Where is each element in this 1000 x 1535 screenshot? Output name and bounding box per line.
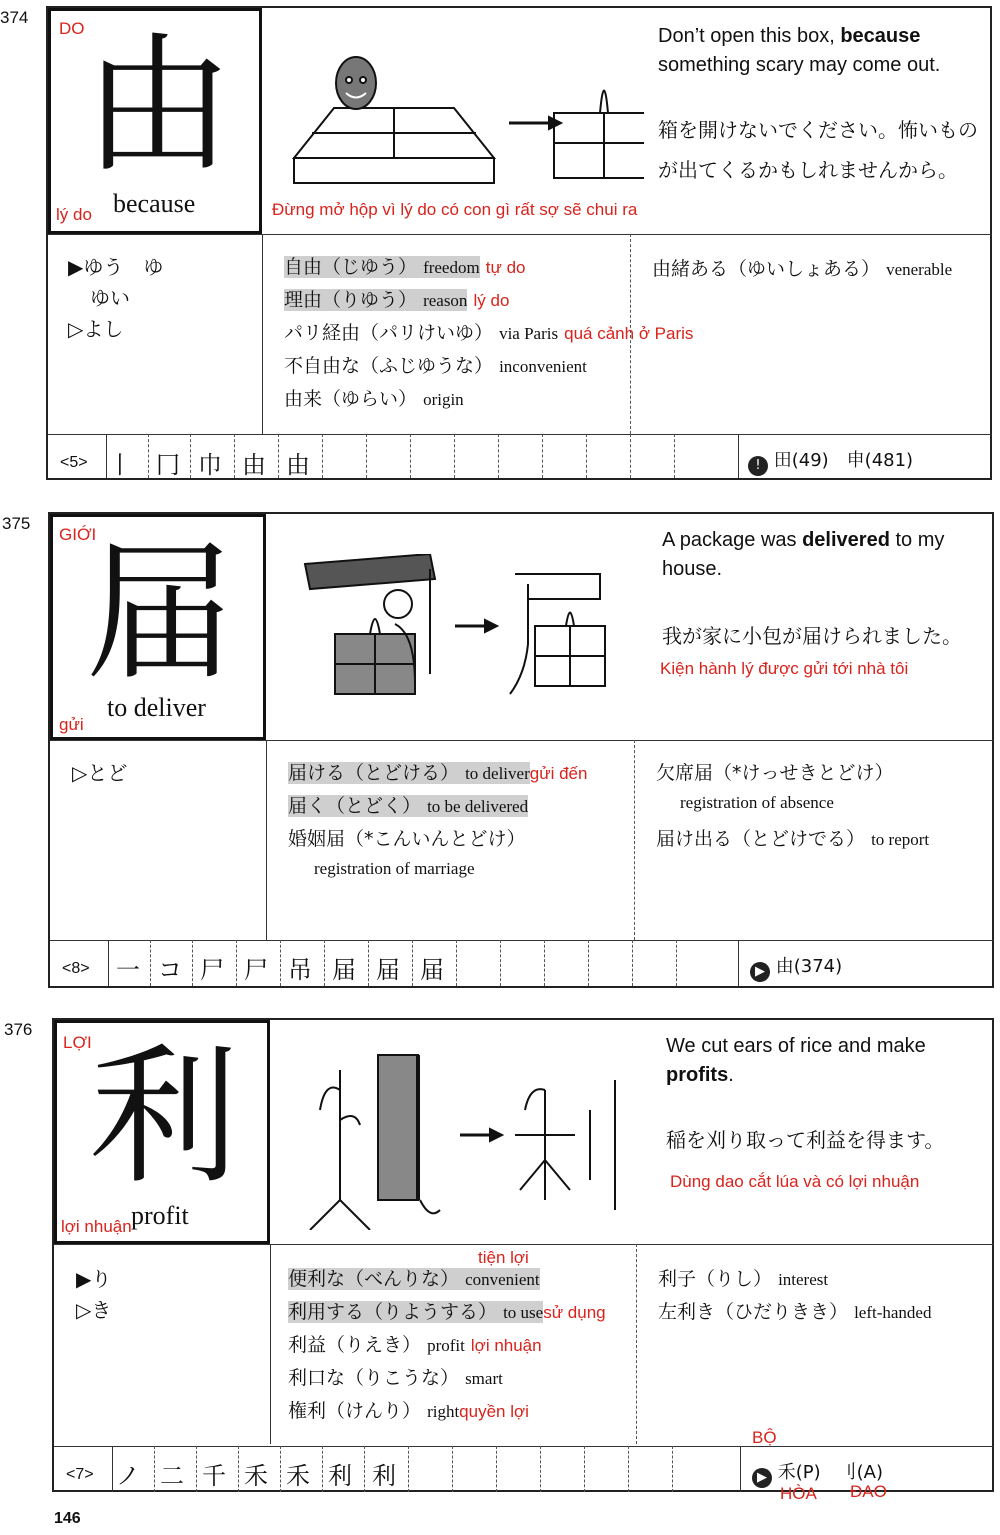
stroke-step: 吊: [288, 956, 312, 984]
vocab-right-item: [652, 254, 952, 281]
vocab-gloss: left-handed: [854, 1303, 932, 1322]
story-en-part-1: We cut ears of rice and make: [666, 1035, 926, 1057]
vocab-gloss: profit: [427, 1336, 465, 1355]
kanji-card-374: [46, 6, 992, 480]
vocab-gloss: to use: [503, 1303, 544, 1322]
entry-number: 376: [4, 1020, 33, 1039]
stroke-step: 届: [376, 956, 400, 984]
vocab-word: 由緒ある（ゆいしょある）: [652, 258, 881, 280]
vocab-word: 左利き（ひだりきき）: [658, 1301, 849, 1323]
story-vietnamese: Kiện hành lý được gửi tới nhà tôi: [660, 659, 909, 678]
vocab-word: 利口な（りこうな）: [288, 1367, 460, 1389]
vocab-gloss: registration of absence: [680, 793, 834, 812]
kanji-meaning: to deliver: [107, 693, 206, 722]
vn-meaning: gửi: [59, 715, 84, 734]
story-english: [662, 526, 982, 584]
readings: [76, 1264, 111, 1326]
vocab-gloss: registration of marriage: [314, 859, 475, 878]
story-en-part-2: .: [728, 1064, 734, 1086]
vocab-gloss: reason: [423, 291, 468, 310]
vocab-item: [284, 351, 693, 384]
reading-onyomi-2: ゆい: [90, 286, 130, 310]
vocab-item: [284, 285, 693, 318]
vocab-vn: gửi đến: [529, 764, 588, 783]
vocab-list: [284, 252, 693, 417]
vocab-gloss: to report: [871, 830, 930, 849]
vocab-gloss: venerable: [886, 260, 953, 279]
vocab-word: 便利な（べんりな）: [288, 1268, 460, 1290]
mnemonic-illustration: [300, 554, 630, 724]
stroke-step: 禾: [286, 1462, 310, 1490]
stroke-step: 由: [242, 451, 266, 479]
story-vietnamese: Dùng dao cắt lúa và có lợi nhuận: [670, 1172, 920, 1191]
story-en-part-1: A package was: [662, 529, 803, 551]
vocab-gloss: to be delivered: [427, 797, 529, 816]
mnemonic-illustration: [300, 1050, 630, 1230]
stroke-step: 巾: [198, 451, 222, 479]
story-en-part-2: something scary may come out.: [658, 54, 941, 76]
kanji-card-375: [48, 512, 994, 988]
vocab-vn: tự do: [485, 258, 526, 277]
vocab-item: [656, 824, 929, 857]
kanji-box: [50, 514, 266, 740]
stroke-step: 二: [160, 1462, 184, 1490]
kanji-meaning: because: [113, 189, 196, 218]
story-english: [666, 1032, 966, 1090]
stroke-step: コ: [158, 956, 182, 984]
stroke-step: 利: [328, 1462, 352, 1490]
vocab-item: [284, 252, 693, 285]
vocab-word: パリ経由（パリけいゆ）: [284, 322, 494, 344]
story-en-part-1: Don’t open this box,: [658, 25, 841, 47]
related-kanji-list: 由(374): [775, 956, 843, 977]
readings: [72, 758, 127, 789]
kanji-character: 由: [83, 19, 234, 193]
stroke-count: <8>: [62, 960, 90, 977]
related-kanji-list: 田(49) 申(481): [773, 450, 914, 471]
stroke-count: <7>: [66, 1466, 94, 1483]
vocab-gloss: interest: [778, 1270, 829, 1289]
vocab-word: 届け出る（とどけでる）: [656, 828, 866, 850]
vocab-item: [284, 318, 693, 351]
vn-meaning: lý do: [56, 205, 92, 224]
vocab-vn: lý do: [473, 291, 510, 310]
stroke-step: ノ: [116, 1462, 140, 1490]
reading-onyomi: ▶り: [76, 1267, 112, 1291]
kanji-card-376: [52, 1018, 994, 1492]
vocab-word: 欠席届（*けっせきとどけ）: [656, 762, 894, 784]
kanji-meaning: profit: [131, 1201, 189, 1230]
kanji-character: 届: [85, 527, 236, 701]
related-kanji-list: 禾(P) 刂(A): [777, 1462, 883, 1483]
vocab-vn-floating: tiện lợi: [478, 1248, 529, 1267]
stroke-step: 尸: [244, 956, 268, 984]
stroke-step: 一: [116, 956, 140, 984]
stroke-step: 丨: [108, 451, 132, 479]
stroke-step: 届: [332, 956, 356, 984]
vocab-item: [288, 758, 587, 791]
radical-note-bo: BỘ: [752, 1428, 777, 1447]
kanji-box: [48, 8, 262, 234]
vocab-word: 利子（りし）: [658, 1268, 773, 1290]
vocab-gloss: to deliver: [465, 764, 530, 783]
mnemonic-illustration: [284, 38, 644, 208]
vn-label: LỢI: [63, 1033, 92, 1052]
entry-number: 374: [0, 8, 29, 27]
vocab-gloss: smart: [465, 1369, 503, 1388]
vn-label: DO: [59, 19, 85, 38]
vocab-item: [288, 1297, 606, 1330]
stroke-step: 千: [202, 1462, 226, 1490]
radical-note-dao: ĐAO: [850, 1482, 887, 1501]
reading-kunyomi: ▷よし: [68, 317, 124, 341]
readings: [68, 252, 163, 345]
vn-label: GIỚI: [59, 525, 97, 544]
vocab-item: [658, 1264, 931, 1297]
kanji-box: [54, 1020, 270, 1244]
vocab-word: 利益（りえき）: [288, 1334, 422, 1356]
kanji-character: 利: [89, 1031, 240, 1205]
vocab-gloss: convenient: [465, 1270, 540, 1289]
vocab-item: [284, 384, 693, 417]
story-japanese: 稲を刈り取って利益を得ます。: [666, 1128, 945, 1152]
vocab-vn: sử dụng: [543, 1303, 606, 1322]
vocab-list: [288, 758, 587, 890]
vn-meaning: lợi nhuận: [61, 1217, 132, 1236]
story-en-keyword: profits: [666, 1064, 729, 1086]
reading-kunyomi: ▷とど: [72, 761, 128, 785]
vocab-word: 由来（ゆらい）: [284, 388, 418, 410]
story-japanese: 我が家に小包が届けられました。: [662, 624, 962, 648]
stroke-step: 冂: [156, 451, 180, 479]
vocab-gloss: inconvenient: [499, 357, 587, 376]
vocab-list: [288, 1264, 606, 1429]
related-kanji: [750, 952, 842, 982]
vocab-item: [288, 857, 587, 890]
vocab-word: 自由（じゆう）: [284, 256, 418, 278]
vocab-gloss: right: [427, 1402, 460, 1421]
vocab-vn: quyền lợi: [459, 1402, 529, 1421]
vocab-item: [288, 1396, 606, 1429]
stroke-count: <5>: [60, 454, 88, 471]
vocab-item: [288, 824, 587, 857]
story-en-part-2: to my house.: [662, 529, 945, 580]
vocab-item: [656, 791, 929, 824]
vocab-vn: quá cảnh ở Paris: [564, 324, 694, 343]
vocab-word: 婚姻届（*こんいんとどけ）: [288, 828, 526, 850]
vocab-item: [288, 1264, 606, 1297]
vocab-right-list: [658, 1264, 931, 1330]
vocab-item: [288, 791, 587, 824]
vocab-word: 理由（りゆう）: [284, 289, 418, 311]
stroke-step: 禾: [244, 1462, 268, 1490]
vocab-item: [288, 1330, 606, 1363]
page-number: 146: [54, 1510, 81, 1527]
entry-number: 375: [2, 514, 31, 533]
play-icon: ▶: [752, 1468, 772, 1488]
vocab-right-list: [656, 758, 929, 857]
story-en-keyword: delivered: [802, 529, 890, 551]
warning-icon: !: [748, 456, 768, 476]
vocab-word: 届く（とどく）: [288, 795, 422, 817]
story-english: [658, 22, 978, 80]
stroke-step: 利: [372, 1462, 396, 1490]
vocab-vn: lợi nhuận: [470, 1336, 542, 1355]
play-icon: ▶: [750, 962, 770, 982]
vocab-gloss: origin: [423, 390, 464, 409]
related-kanji: [748, 446, 913, 476]
reading-onyomi: ▶ゆう ゆ: [68, 255, 164, 279]
vocab-item: [656, 758, 929, 791]
vocab-item: [288, 1363, 606, 1396]
stroke-step: 届: [420, 956, 444, 984]
reading-kunyomi: ▷き: [76, 1298, 112, 1322]
stroke-step: 尸: [200, 956, 224, 984]
vocab-word: 権利（けんり）: [288, 1400, 422, 1422]
vocab-word: 利用する（りようする）: [288, 1301, 498, 1323]
vocab-gloss: via Paris: [499, 324, 559, 343]
stroke-step: 由: [286, 451, 310, 479]
radical-note-hoa: HÒA: [780, 1484, 817, 1503]
vocab-word: 届ける（とどける）: [288, 762, 460, 784]
story-vietnamese: Đừng mở hộp vì lý do có con gì rất sợ sẽ chui ra: [272, 200, 638, 219]
vocab-item: [658, 1297, 931, 1330]
story-en-keyword: because: [840, 25, 921, 47]
vocab-word: 不自由な（ふじゆうな）: [284, 355, 494, 377]
vocab-gloss: freedom: [423, 258, 480, 277]
story-japanese: 箱を開けないでください。怖いものが出てくるかもしれませんから。: [658, 118, 978, 182]
